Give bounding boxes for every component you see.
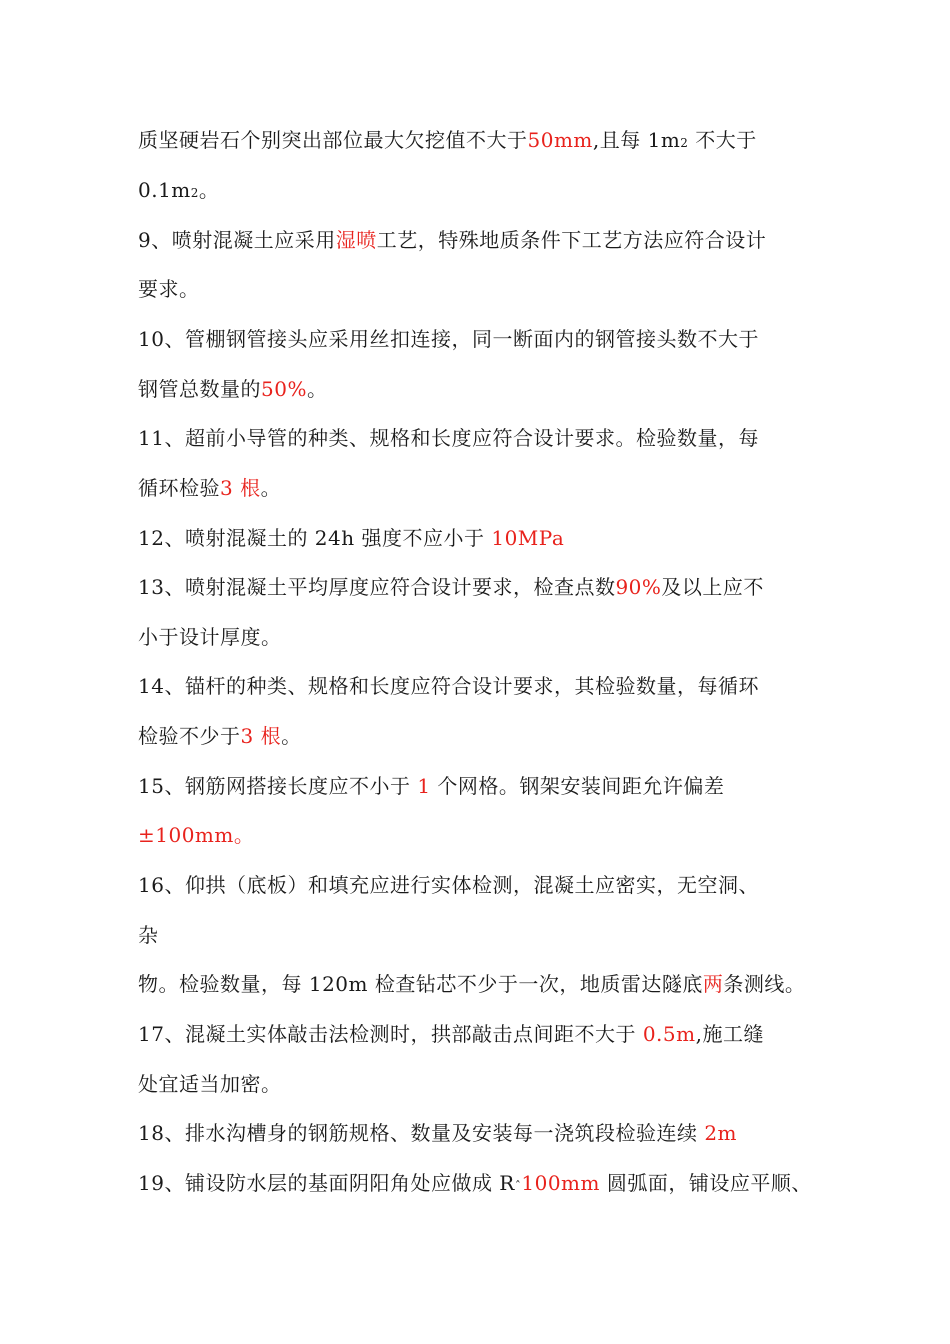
- text-segment: 质坚硬岩石个别突出部位最大欠挖值不大于: [138, 128, 528, 152]
- text-line: [138, 227, 766, 253]
- text-line: [138, 574, 764, 600]
- highlighted-value: 10MPa: [491, 526, 565, 550]
- text-segment: 11、超前小导管的种类、规格和长度应符合设计要求。检验数量，每: [138, 426, 759, 450]
- text-segment: 14、锚杆的种类、规格和长度应符合设计要求，其检验数量，每循环: [138, 674, 759, 698]
- text-segment: 要求。: [138, 277, 200, 301]
- text-line: [138, 624, 282, 650]
- text-line: [138, 376, 327, 402]
- text-segment: 13、喷射混凝土平均厚度应符合设计要求，检查点数: [138, 575, 616, 599]
- text-segment: 2: [680, 136, 689, 150]
- text-line: [138, 177, 219, 206]
- highlighted-value: 50%: [261, 377, 307, 401]
- text-segment: 不大于: [688, 128, 757, 152]
- text-segment: 9、喷射混凝土应采用: [138, 228, 336, 252]
- text-line: [138, 922, 159, 948]
- text-line: [138, 723, 302, 749]
- text-line: [138, 425, 759, 451]
- text-segment: 小于设计厚度。: [138, 625, 282, 649]
- text-line: [138, 822, 254, 848]
- text-segment: 16、仰拱（底板）和填充应进行实体检测，混凝土应密实，无空洞、: [138, 873, 759, 897]
- text-segment: 。: [281, 724, 302, 748]
- text-segment: 循环检验: [138, 476, 220, 500]
- highlighted-value: 湿喷: [335, 228, 377, 252]
- text-segment: 条测线。: [723, 972, 806, 996]
- text-segment: 杂: [138, 923, 159, 947]
- text-line: [138, 872, 759, 898]
- text-line: [138, 1170, 812, 1199]
- text-line: [138, 1071, 282, 1097]
- text-line: [138, 971, 805, 997]
- text-line: [138, 773, 724, 799]
- highlighted-value: 1: [417, 774, 431, 798]
- highlighted-value: 90%: [615, 575, 662, 599]
- text-line: [138, 127, 757, 156]
- text-line: [138, 673, 759, 699]
- highlighted-value: 0.5m: [642, 1022, 696, 1046]
- text-segment: 12、喷射混凝土的 24h 强度不应小于: [138, 526, 492, 550]
- text-segment: 检验不少于: [138, 724, 241, 748]
- text-segment: ,且每 1m: [592, 128, 681, 152]
- text-segment: 17、混凝土实体敲击法检测时，拱部敲击点间距不大于: [138, 1022, 643, 1046]
- text-segment: ,施工缝: [695, 1022, 764, 1046]
- text-segment: 。: [260, 476, 282, 500]
- highlighted-value: 两: [702, 972, 724, 996]
- text-segment: 15、钢筋网搭接长度应不小于: [138, 774, 418, 798]
- text-line: [138, 1021, 764, 1047]
- text-segment: 圆弧面，铺设应平顺、: [599, 1171, 812, 1195]
- text-segment: 钢管总数量的: [138, 377, 261, 401]
- text-segment: 2: [190, 186, 199, 200]
- text-segment: 处宜适当加密。: [138, 1072, 282, 1096]
- highlighted-value: 100mm: [521, 1171, 600, 1195]
- highlighted-value: 2m: [704, 1121, 738, 1145]
- text-line: [138, 525, 564, 551]
- highlighted-value: ±100mm。: [138, 823, 255, 847]
- text-line: [138, 475, 281, 501]
- text-line: [138, 1120, 737, 1146]
- text-segment: 10、管棚钢管接头应采用丝扣连接，同一断面内的钢管接头数不大于: [138, 327, 759, 351]
- text-segment: 19、铺设防水层的基面阴阳角处应做成 R: [138, 1171, 515, 1195]
- text-segment: 物。检验数量，每 120m 检查钻芯不少于一次，地质雷达隧底: [138, 972, 703, 996]
- text-segment: 个网格。钢架安装间距允许偏差: [430, 774, 725, 798]
- highlighted-value: 3 根: [240, 724, 282, 748]
- text-segment: ˆ: [514, 1179, 522, 1193]
- highlighted-value: 50mm: [527, 128, 593, 152]
- text-segment: 18、排水沟槽身的钢筋规格、数量及安装每一浇筑段检验连续: [138, 1121, 705, 1145]
- text-line: [138, 326, 759, 352]
- text-line: [138, 276, 200, 302]
- text-segment: 工艺，特殊地质条件下工艺方法应符合设计: [376, 228, 767, 252]
- text-segment: 0.1m: [138, 178, 191, 202]
- text-segment: 。: [198, 178, 220, 202]
- text-segment: 及以上应不: [661, 575, 764, 599]
- text-segment: 。: [306, 377, 328, 401]
- highlighted-value: 3 根: [220, 476, 261, 500]
